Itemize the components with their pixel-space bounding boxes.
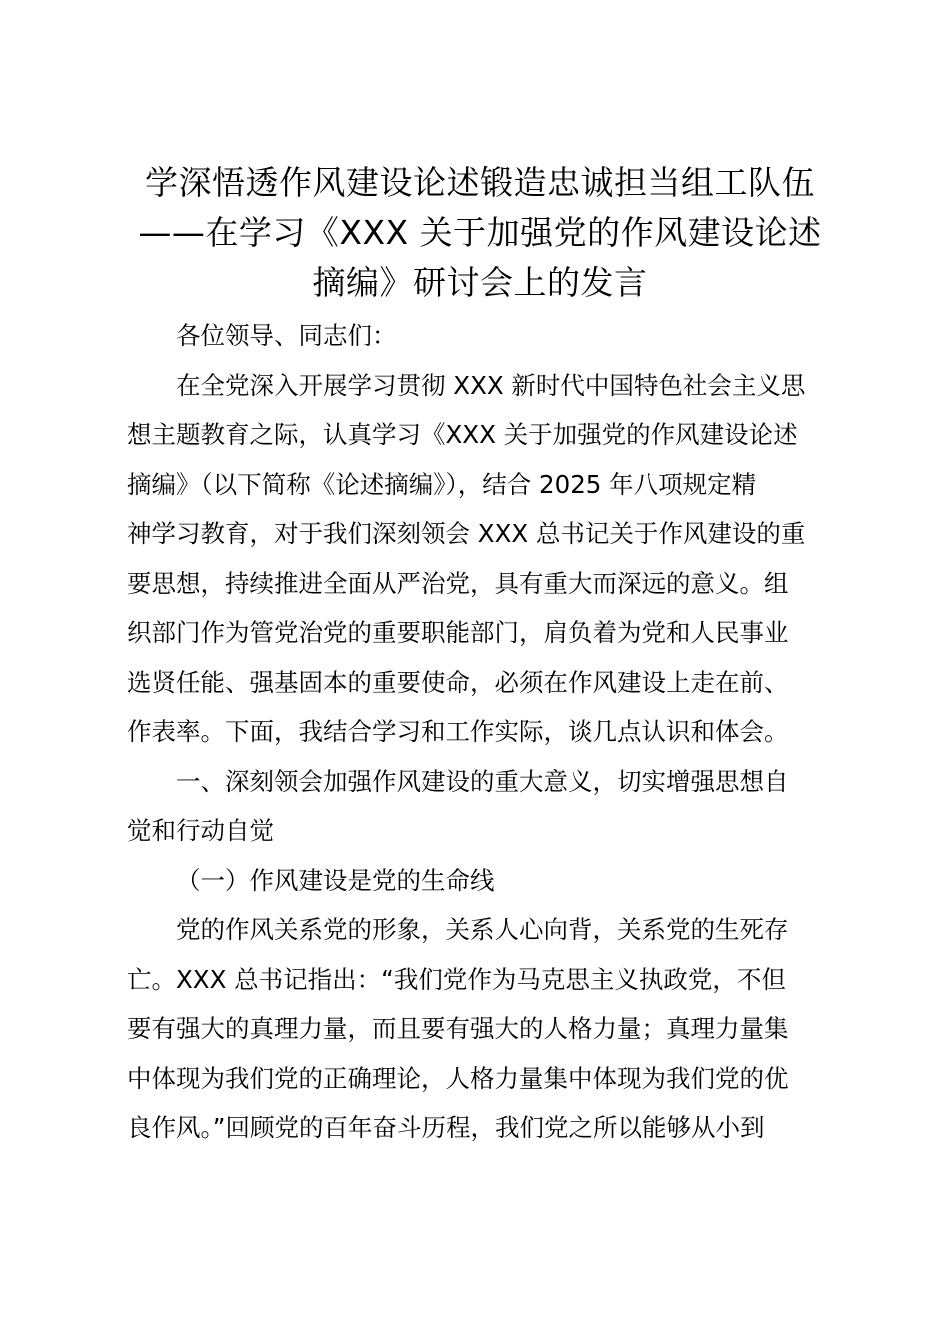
text-line: 中体现为我们党的正确理论，人格力量集中体现为我们党的优 bbox=[127, 1063, 789, 1093]
text-line: 织部门作为管党治党的重要职能部门，肩负着为党和人民事业 bbox=[127, 618, 789, 647]
text-line: 摘编》（以下简称《论述摘编》），结合 2025 年八项规定精 bbox=[127, 469, 757, 499]
text-line: 党的作风关系党的形象，关系人心向背，关系党的生死存 bbox=[176, 915, 789, 944]
text-line: （一）作风建设是党的生命线 bbox=[176, 865, 495, 895]
text-line: 亡。XXX 总书记指出：“我们党作为马克思主义执政党，不但 bbox=[127, 964, 786, 994]
text-line: 在全党深入开展学习贯彻 XXX 新时代中国特色社会主义思 bbox=[176, 370, 806, 400]
text-line: 良作风。”回顾党的百年奋斗历程，我们党之所以能够从小到 bbox=[127, 1113, 765, 1142]
section-heading bbox=[127, 757, 833, 856]
subsection-heading bbox=[127, 856, 833, 906]
text-line: 作表率。下面，我结合学习和工作实际，谈几点认识和体会。 bbox=[127, 717, 789, 746]
text-line: 一、深刻领会加强作风建设的重大意义，切实增强思想自 bbox=[176, 766, 789, 796]
text-line: 要思想，持续推进全面从严治党，具有重大而深远的意义。组 bbox=[127, 568, 789, 598]
salutation: 各位领导、同志们： bbox=[176, 321, 397, 350]
text-line: 要有强大的真理力量，而且要有强大的人格力量；真理力量集 bbox=[127, 1014, 789, 1043]
text-line: 觉和行动自觉 bbox=[127, 816, 274, 845]
text-line: 想主题教育之际，认真学习《XXX 关于加强党的作风建设论述 bbox=[127, 420, 798, 449]
title-line: 摘编》研讨会上的发言 bbox=[312, 263, 648, 302]
document-page bbox=[127, 158, 833, 1153]
document-title bbox=[127, 158, 833, 308]
title-line: ——在学习《XXX 关于加强党的作风建设论述 bbox=[138, 213, 822, 252]
text-line: 神学习教育，对于我们深刻领会 XXX 总书记关于作风建设的重 bbox=[127, 519, 806, 548]
paragraph-intro bbox=[127, 361, 833, 757]
paragraph-body bbox=[127, 905, 833, 1153]
text-line: 选贤任能、强基固本的重要使命，必须在作风建设上走在前、 bbox=[127, 667, 789, 697]
title-line: 学深悟透作风建设论述锻造忠诚担当组工队伍 bbox=[145, 163, 815, 202]
